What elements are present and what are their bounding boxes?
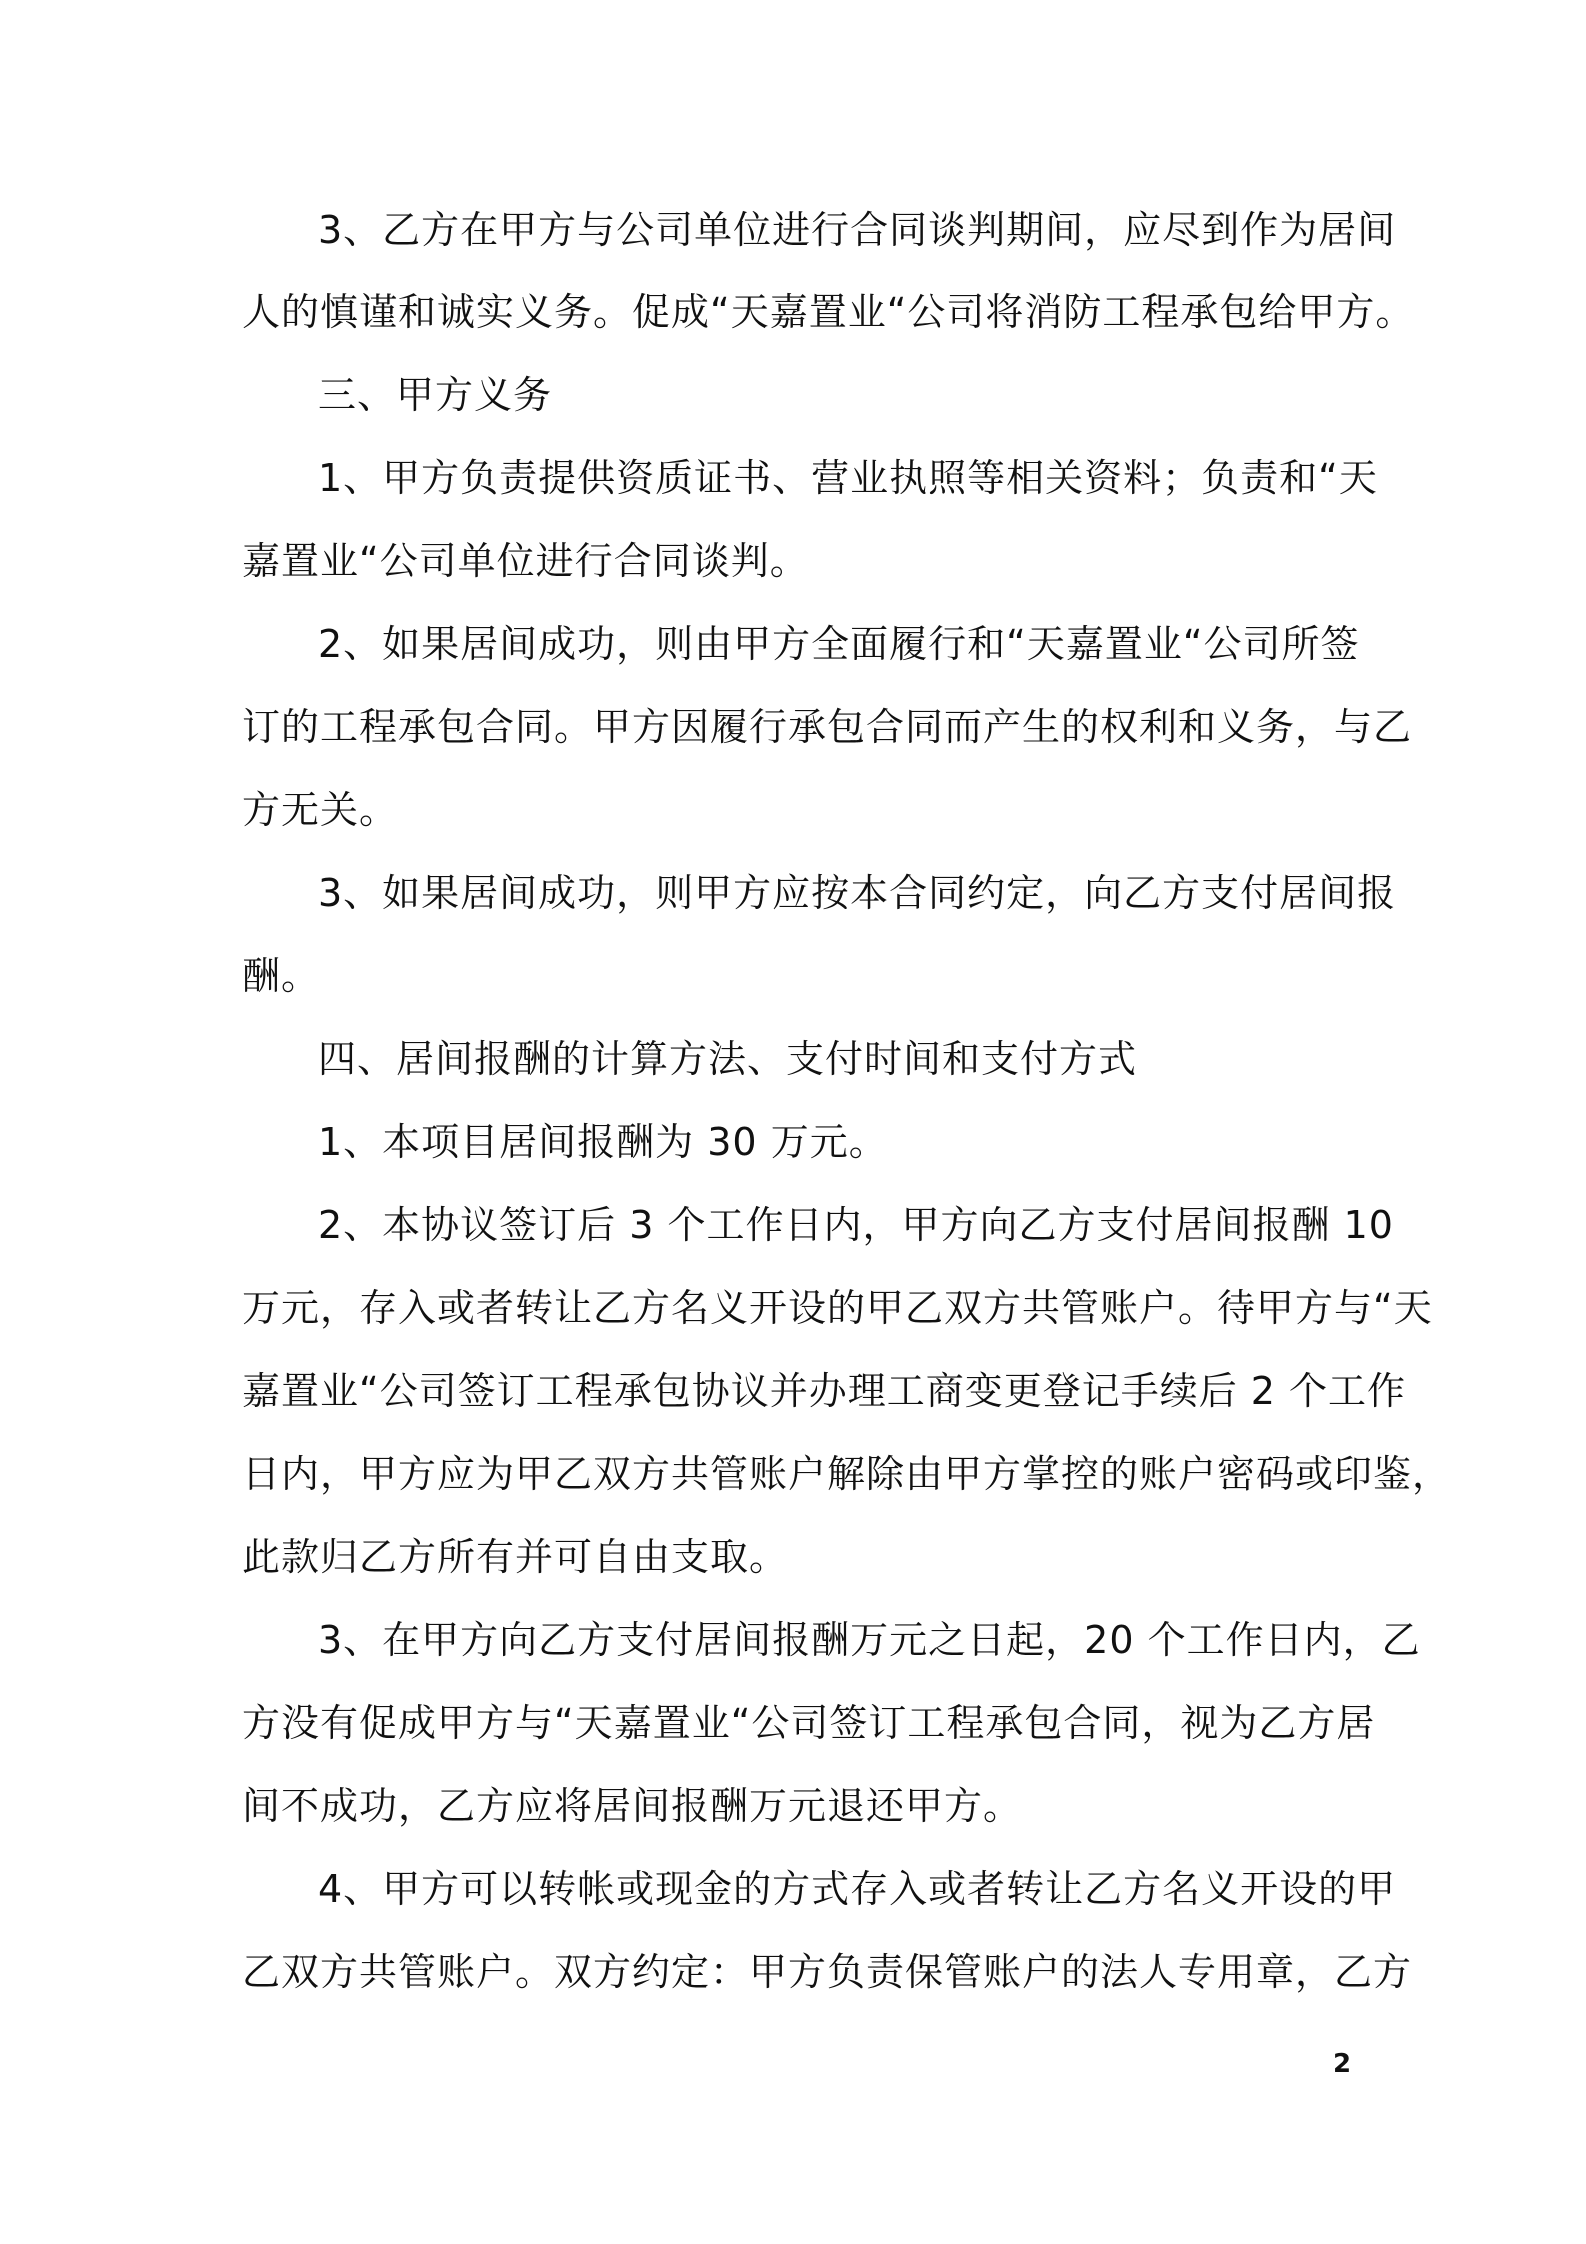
text-line: 2、如果居间成功，则由甲方全面履行和“天嘉置业“公司所签 — [318, 622, 1360, 666]
text-line: 2、本协议签订后 3 个工作日内，甲方向乙方支付居间报酬 10 — [318, 1203, 1394, 1247]
text-line: 3、在甲方向乙方支付居间报酬万元之日起，20 个工作日内，乙 — [318, 1618, 1421, 1662]
text-line: 3、乙方在甲方与公司单位进行合同谈判期间，应尽到作为居间 — [318, 208, 1397, 252]
text-line: 方没有促成甲方与“天嘉置业“公司签订工程承包合同，视为乙方居 — [242, 1701, 1376, 1745]
text-line: 酬。 — [242, 954, 321, 998]
text-line: 1、本项目居间报酬为 30 万元。 — [318, 1120, 888, 1164]
text-line: 方无关。 — [242, 788, 399, 832]
text-line: 嘉置业“公司签订工程承包协议并办理工商变更登记手续后 2 个工作 — [242, 1369, 1407, 1413]
text-line: 人的慎谨和诚实义务。促成“天嘉置业“公司将消防工程承包给甲方。 — [242, 290, 1415, 334]
text-line: 此款归乙方所有并可自由支取。 — [242, 1535, 789, 1579]
text-line: 乙双方共管账户。双方约定：甲方负责保管账户的法人专用章，乙方 — [242, 1950, 1413, 1994]
text-line: 订的工程承包合同。甲方因履行承包合同而产生的权利和义务，与乙 — [242, 705, 1413, 749]
text-line: 间不成功，乙方应将居间报酬万元退还甲方。 — [242, 1784, 1023, 1828]
text-line: 嘉置业“公司单位进行合同谈判。 — [242, 539, 809, 583]
section-heading: 四、居间报酬的计算方法、支付时间和支付方式 — [318, 1037, 1138, 1081]
text-line: 1、甲方负责提供资质证书、营业执照等相关资料；负责和“天 — [318, 456, 1378, 500]
page-number: 2 — [1333, 2049, 1352, 2079]
section-heading: 三、甲方义务 — [318, 373, 553, 417]
text-line: 万元，存入或者转让乙方名义开设的甲乙双方共管账户。待甲方与“天 — [242, 1286, 1433, 1330]
text-line: 日内，甲方应为甲乙双方共管账户解除由甲方掌控的账户密码或印鉴， — [242, 1452, 1452, 1496]
text-line: 3、如果居间成功，则甲方应按本合同约定，向乙方支付居间报 — [318, 871, 1397, 915]
text-line: 4、甲方可以转帐或现金的方式存入或者转让乙方名义开设的甲 — [318, 1867, 1397, 1911]
